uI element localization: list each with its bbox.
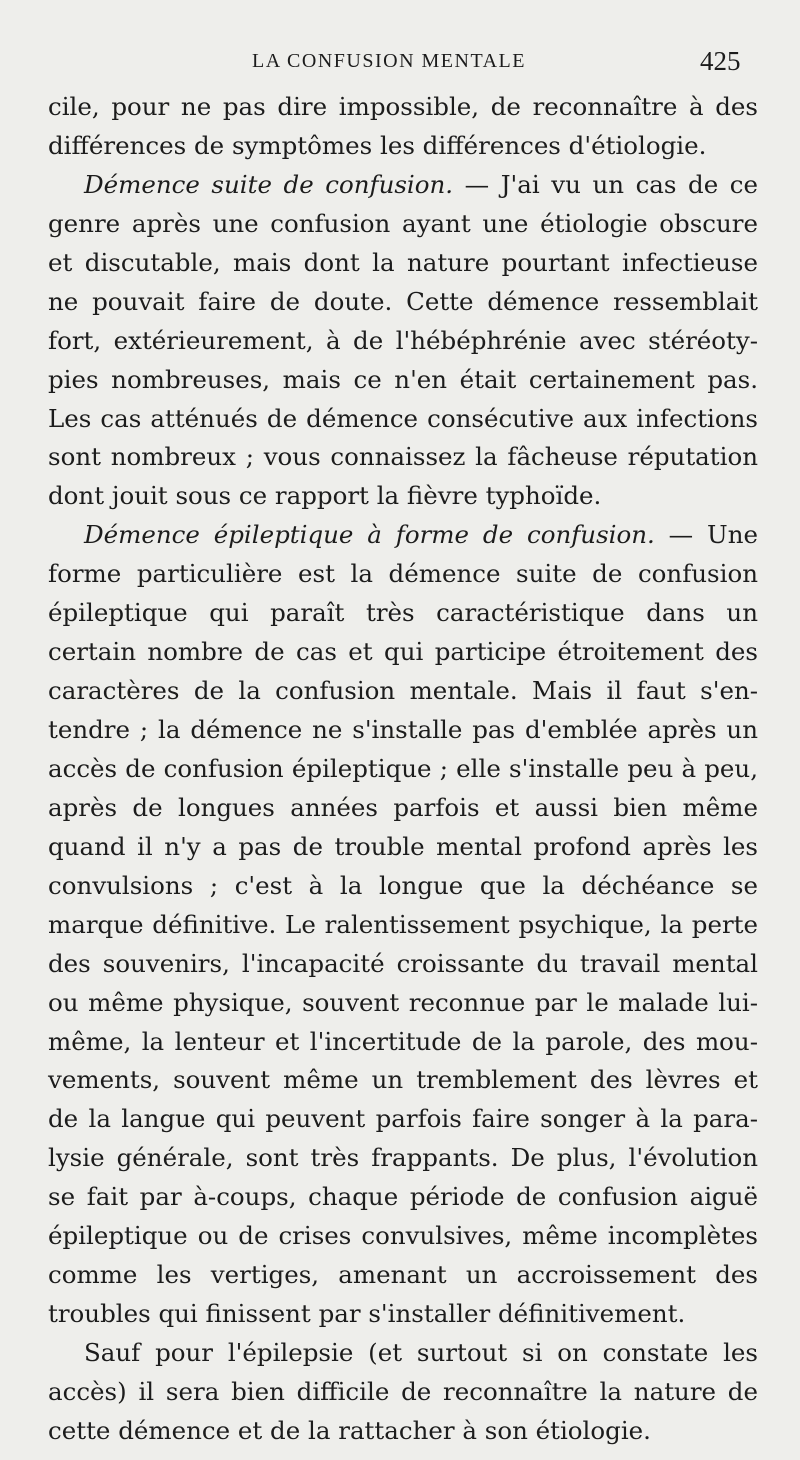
text-line: tendre ; la démence ne s'installe pas d'emblée après un bbox=[48, 715, 758, 744]
text-line: troubles qui finissent par s'installer définitivement. bbox=[48, 1299, 686, 1329]
text-line: même, la lenteur et l'incertitude de la parole, des mou- bbox=[48, 1026, 758, 1056]
text-line: se fait par à-coups, chaque période de confusion aiguë bbox=[48, 1182, 758, 1212]
text-line: quand il n'y a pas de trouble mental profond après les bbox=[48, 831, 758, 861]
body-text bbox=[48, 88, 758, 1451]
text-line: forme particulière est la démence suite de confusion bbox=[48, 559, 758, 589]
text-line: cette démence et de la rattacher à son étiologie. bbox=[48, 1415, 651, 1445]
text-line: épileptique qui paraît très caractéristique dans un bbox=[48, 598, 758, 628]
text-line: marque définitive. Le ralentissement psychique, la perte bbox=[48, 909, 758, 939]
text-line: différences de symptômes les différences d'étiologie. bbox=[48, 130, 707, 160]
text-line: des souvenirs, l'incapacité croissante du travail mental bbox=[48, 948, 758, 978]
running-title: LA CONFUSION MENTALE bbox=[252, 50, 526, 72]
text-line: Sauf pour l'épilepsie (et surtout si on constate les bbox=[84, 1338, 758, 1367]
text-line: épileptique ou de crises convulsives, même incomplètes bbox=[48, 1221, 758, 1251]
text-line: de la langue qui peuvent parfois faire songer à la para- bbox=[48, 1104, 758, 1134]
text-line: sont nombreux ; vous connaissez la fâcheuse réputation bbox=[48, 442, 758, 472]
text-line: fort, extérieurement, à de l'hébéphrénie avec stéréoty- bbox=[48, 325, 758, 355]
text-line: après de longues années parfois et aussi bien même bbox=[48, 792, 758, 822]
text-line: Démence suite de confusion. — J'ai vu un cas de ce bbox=[84, 169, 758, 199]
text-line: et discutable, mais dont la nature pourtant infectieuse bbox=[48, 247, 758, 277]
text-line: ne pouvait faire de doute. Cette démence ressemblait bbox=[48, 286, 758, 316]
text-line: cile, pour ne pas dire impossible, de reconnaître à des bbox=[48, 92, 758, 121]
text-line: accès) il sera bien difficile de reconnaître la nature de bbox=[48, 1376, 758, 1406]
text-line: caractères de la confusion mentale. Mais il faut s'en- bbox=[48, 676, 758, 706]
text-line: pies nombreuses, mais ce n'en était certainement pas. bbox=[48, 364, 758, 394]
text-line: convulsions ; c'est à la longue que la déchéance se bbox=[48, 870, 758, 900]
text-line: Démence épileptique à forme de confusion. — Une bbox=[84, 520, 758, 550]
text-line: comme les vertiges, amenant un accroissement des bbox=[48, 1260, 758, 1290]
page-number: 425 bbox=[700, 46, 741, 76]
text-line: vements, souvent même un tremblement des lèvres et bbox=[48, 1065, 758, 1095]
text-line: dont jouit sous ce rapport la fièvre typhoïde. bbox=[48, 481, 602, 511]
text-line: accès de confusion épileptique ; elle s'installe peu à peu, bbox=[48, 753, 758, 783]
section-heading: Démence épileptique à forme de confusion. bbox=[84, 520, 655, 550]
text-line: Les cas atténués de démence consécutive aux infections bbox=[48, 403, 758, 433]
text-line: lysie générale, sont très frappants. De plus, l'évolution bbox=[48, 1143, 758, 1173]
running-head bbox=[0, 46, 800, 80]
text-line: genre après une confusion ayant une étiologie obscure bbox=[48, 208, 758, 238]
text-line: certain nombre de cas et qui participe étroitement des bbox=[48, 637, 758, 667]
section-heading: Démence suite de confusion. bbox=[84, 169, 454, 199]
text-line: ou même physique, souvent reconnue par le malade lui- bbox=[48, 987, 758, 1017]
